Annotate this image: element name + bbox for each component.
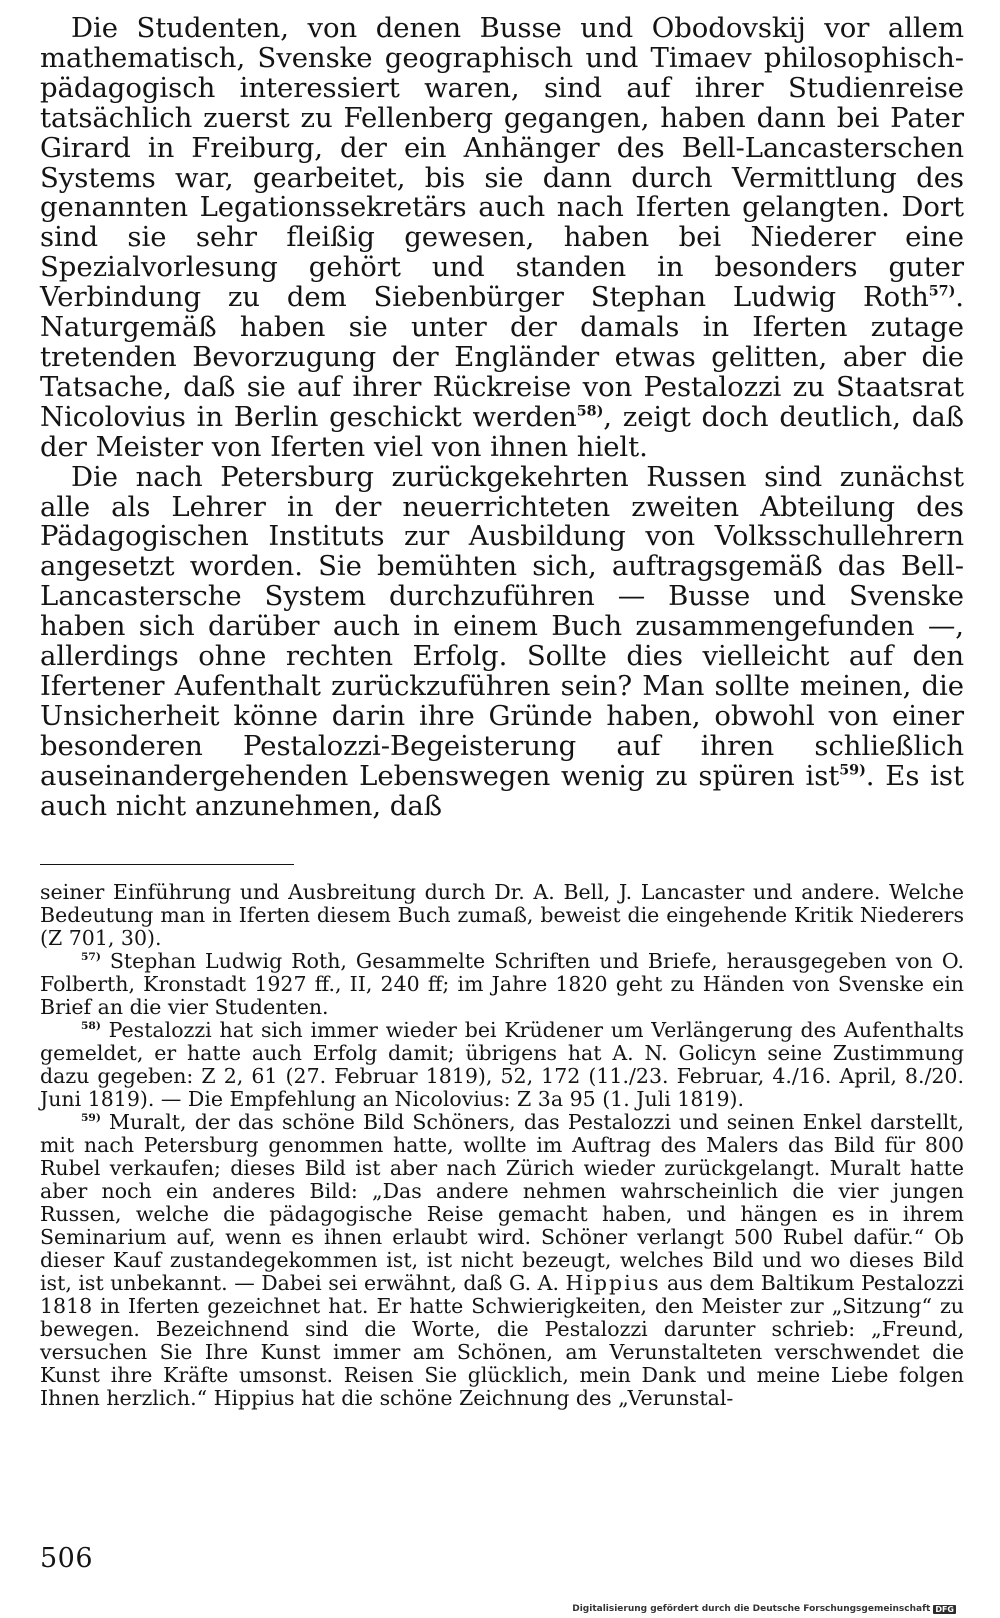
digitization-credit [572, 1604, 956, 1614]
footnote-58 [40, 1019, 964, 1111]
footnotes [40, 881, 964, 1410]
footnote-text: Stephan Ludwig Roth, Gesammelte Schriften und Briefe, herausgegeben von O. Folberth, Kronstadt 1927 ff., II, 240 ff; im Jahre 1820 geht zu Händen von Svenske ein Brief an die vier Studenten. [40, 949, 964, 1020]
footnote-59 [40, 1111, 964, 1410]
footnote-ref-59: 59) [839, 761, 866, 778]
paragraph-2 [40, 460, 964, 822]
footnote-spaced-name: Hippius [565, 1271, 661, 1296]
page [40, 14, 964, 1410]
footnote-ref-58: 58) [576, 403, 604, 420]
footnote-continuation: seiner Einführung und Ausbreitung durch Dr. A. Bell, J. Lancaster und andere. Welche Bedeutung man in Iferten diesem Buch zumaß, beweist die eingehende Kritik Niederers (Z 701, 30). [40, 880, 964, 951]
paragraph-1-part-3: , zeigt doch deutlich, daß der Meister von Iferten viel von ihnen hielt. [40, 400, 964, 463]
paragraph-2-part-1: Die nach Petersburg zurückgekehrten Russen sind zunächst alle als Lehrer in der neuerrichteten zweiten Abteilung des Pädagogischen Instituts zur Ausbildung von Volksschullehrern angesetzt worden. Sie bemühten sich, auftragsgemäß das Bell-Lancastersche System durchzuführen — Busse und Svenske haben sich darüber auch in einem Buch zusammengefunden —, allerdings ohne rechten Erfolg. Sollte dies vielleicht auf den Ifertener Aufenthalt zurückzuführen sein? Man sollte meinen, die Unsicherheit könne darin ihre Gründe haben, obwohl von einer besonderen Pestalozzi-Begeisterung auf ihren schließlich auseinandergehenden Lebenswegen wenig zu spüren ist [40, 460, 964, 792]
footnote-57 [40, 950, 964, 1019]
paragraph-1-part-2: . Naturgemäß haben sie unter der damals in Iferten zutage tretenden Bevorzugung der Engländer etwas gelitten, aber die Tatsache, daß sie auf ihrer Rückreise von Pestalozzi zu Staatsrat Nicolovius in Berlin geschickt werden [40, 281, 964, 433]
main-text [40, 14, 964, 821]
footnote-marker: 58) [81, 1019, 101, 1033]
dfg-logo-icon: DFG [935, 1604, 954, 1614]
footnote-marker: 57) [81, 950, 101, 964]
paragraph-1 [40, 14, 964, 463]
paragraph-2-part-2: . Es ist auch nicht anzunehmen, daß [40, 759, 964, 822]
footnote-text-end: aus dem Baltikum Pestalozzi 1818 in Iferten gezeichnet hat. Er hatte Schwierigkeiten, den Meister zur „Sitzung“ zu bewegen. Bezeichnend sind die Worte, die Pestalozzi darunter schrieb: „Freund, versuchen Sie Ihre Kunst immer am Schönen, am Verunstalteten verschwendet die Kunst ihre Kräfte umsonst. Reisen Sie glücklich, mein Dank und meine Liebe folgen Ihnen herzlich.“ Hippius hat die schöne Zeichnung des „Verunstal- [40, 1271, 964, 1411]
credit-text: Digitalisierung gefördert durch die Deutsche Forschungsgemeinschaft [572, 1604, 931, 1614]
footnote-text: Muralt, der das schöne Bild Schöners, das Pestalozzi und seinen Enkel darstellt, mit nach Petersburg genommen hatte, wollte im Auftrag des Malers das Bild für 800 Rubel verkaufen; dieses Bild ist aber nach Zürich wieder zurückgelangt. Muralt hatte aber noch ein anderes Bild: „Das andere nehmen wahrscheinlich die vier jungen Russen, welche die pädagogische Reise gemacht haben, und hängen es in ihrem Seminarium auf, wenn es ihnen erlaubt wird. Schöner verlangt 500 Rubel dafür.“ Ob dieser Kauf zustandegekommen ist, ist nicht bezeugt, welches Bild und wo dieses Bild ist, ist unbekannt. — Dabei sei erwähnt, daß G. A. [40, 1110, 964, 1296]
page-number: 506 [40, 1543, 94, 1574]
footnote-divider [40, 864, 294, 865]
footnote-marker: 59) [81, 1111, 101, 1125]
paragraph-1-part-1: Die Studenten, von denen Busse und Obodovskij vor allem mathematisch, Svenske geographisch und Timaev philosophisch-pädagogisch interessiert waren, sind auf ihrer Studienreise tatsächlich zuerst zu Fellenberg gegangen, haben dann bei Pater Girard in Freiburg, der ein Anhänger des Bell-Lancasterschen Systems war, gearbeitet, bis sie dann durch Vermittlung des genannten Legationssekretärs auch nach Iferten gelangten. Dort sind sie sehr fleißig gewesen, haben bei Niederer eine Spezialvorlesung gehört und standen in besonders guter Verbindung zu dem Siebenbürger Stephan Ludwig Roth [40, 12, 964, 314]
footnote-text: Pestalozzi hat sich immer wieder bei Krüdener um Verlängerung des Aufenthalts gemeldet, er hatte auch Erfolg damit; übrigens hat A. N. Golicyn seine Zustimmung dazu gegeben: Z 2, 61 (27. Februar 1819), 52, 172 (11./23. Februar, 4./16. April, 8./20. Juni 1819). — Die Empfehlung an Nicolovius: Z 3a 95 (1. Juli 1819). [40, 1018, 964, 1112]
footnote-ref-57: 57) [928, 283, 956, 300]
